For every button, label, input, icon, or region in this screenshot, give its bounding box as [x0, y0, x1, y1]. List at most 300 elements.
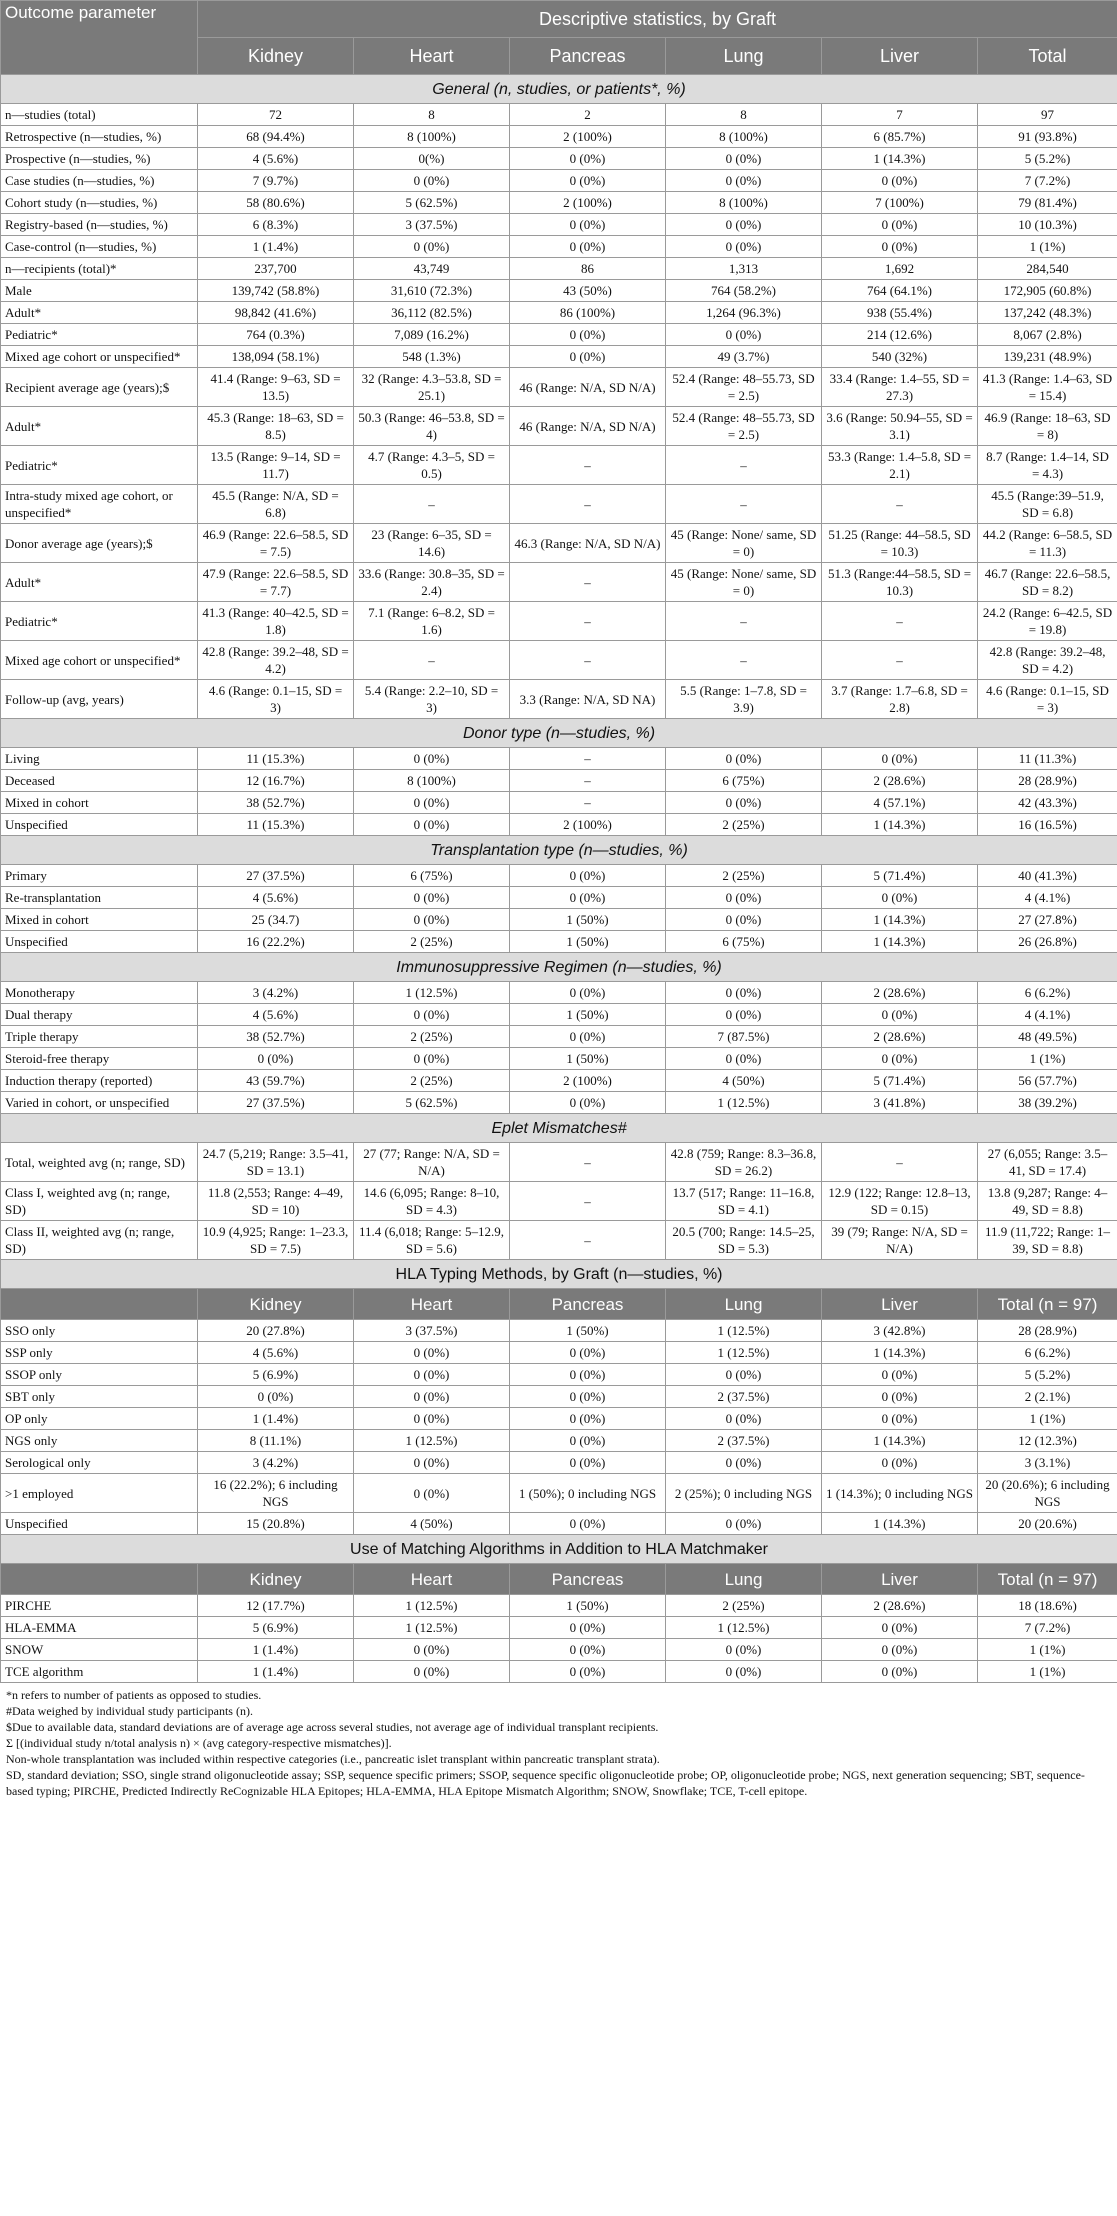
table-cell: 1 (1%) — [978, 1639, 1117, 1661]
section-column-header-row — [1, 1289, 1117, 1320]
table-cell: 33.6 (Range: 30.8–35, SD = 2.4) — [354, 563, 510, 602]
table-body — [1, 75, 1117, 1683]
table-row — [1, 602, 1117, 641]
table-cell: 0 (0%) — [666, 1639, 822, 1661]
table-cell: 4 (4.1%) — [978, 887, 1117, 909]
table-cell: 8 — [666, 104, 822, 126]
table-cell: 2 (100%) — [510, 1070, 666, 1092]
table-cell: 0 (0%) — [666, 214, 822, 236]
table-cell: 5 (5.2%) — [978, 1364, 1117, 1386]
table-cell: 0 (0%) — [354, 170, 510, 192]
table-row — [1, 1639, 1117, 1661]
section-column-header: Liver — [822, 1289, 978, 1320]
table-cell: 0 (0%) — [354, 1639, 510, 1661]
row-label: Serological only — [1, 1452, 198, 1474]
row-label: Unspecified — [1, 931, 198, 953]
table-cell: 1 (1%) — [978, 1048, 1117, 1070]
table-cell: 18 (18.6%) — [978, 1595, 1117, 1617]
table-cell: 43,749 — [354, 258, 510, 280]
table-cell: 4 (50%) — [354, 1513, 510, 1535]
table-cell: 6 (85.7%) — [822, 126, 978, 148]
table-cell: – — [666, 485, 822, 524]
row-label: Case studies (n—studies, %) — [1, 170, 198, 192]
row-label: TCE algorithm — [1, 1661, 198, 1683]
table-row — [1, 104, 1117, 126]
table-cell: 8 (100%) — [666, 192, 822, 214]
row-label: Class II, weighted avg (n; range, SD) — [1, 1221, 198, 1260]
table-cell: 4 (5.6%) — [198, 887, 354, 909]
table-cell: 5 (62.5%) — [354, 192, 510, 214]
table-cell: – — [510, 748, 666, 770]
table-cell: 0(%) — [354, 148, 510, 170]
table-cell: 45.3 (Range: 18–63, SD = 8.5) — [198, 407, 354, 446]
table-cell: 0 (0%) — [666, 1364, 822, 1386]
row-label: SSOP only — [1, 1364, 198, 1386]
table-cell: 5 (6.9%) — [198, 1617, 354, 1639]
table-row — [1, 524, 1117, 563]
table-cell: 2 (37.5%) — [666, 1430, 822, 1452]
table-cell: 5 (71.4%) — [822, 865, 978, 887]
table-cell: 46 (Range: N/A, SD N/A) — [510, 407, 666, 446]
row-label: Retrospective (n—studies, %) — [1, 126, 198, 148]
table-cell: 0 (0%) — [666, 1048, 822, 1070]
column-header-liver: Liver — [822, 38, 978, 75]
table-row — [1, 446, 1117, 485]
row-label: SNOW — [1, 1639, 198, 1661]
table-cell: 1 (14.3%) — [822, 931, 978, 953]
row-label: Pediatric* — [1, 602, 198, 641]
table-cell: 0 (0%) — [822, 1661, 978, 1683]
table-cell: 0 (0%) — [822, 887, 978, 909]
table-cell: 764 (58.2%) — [666, 280, 822, 302]
table-cell: 1 (50%); 0 including NGS — [510, 1474, 666, 1513]
table-cell: 13.5 (Range: 9–14, SD = 11.7) — [198, 446, 354, 485]
section-column-header: Lung — [666, 1564, 822, 1595]
table-cell: 2 (25%) — [354, 1026, 510, 1048]
table-cell: 938 (55.4%) — [822, 302, 978, 324]
table-cell: 45.5 (Range: N/A, SD = 6.8) — [198, 485, 354, 524]
table-cell: 0 (0%) — [822, 1617, 978, 1639]
table-cell: 0 (0%) — [510, 1617, 666, 1639]
table-cell: 0 (0%) — [354, 1452, 510, 1474]
table-cell: 0 (0%) — [666, 1408, 822, 1430]
table-cell: 1 (1.4%) — [198, 1408, 354, 1430]
table-row — [1, 814, 1117, 836]
table-cell: 0 (0%) — [354, 1342, 510, 1364]
table-cell: 4 (4.1%) — [978, 1004, 1117, 1026]
table-cell: 0 (0%) — [666, 982, 822, 1004]
table-cell: – — [822, 641, 978, 680]
table-cell: 0 (0%) — [510, 1430, 666, 1452]
row-label: Mixed in cohort — [1, 792, 198, 814]
table-cell: 0 (0%) — [354, 236, 510, 258]
table-cell: 5 (5.2%) — [978, 148, 1117, 170]
table-cell: 3 (4.2%) — [198, 982, 354, 1004]
table-cell: 46.9 (Range: 18–63, SD = 8) — [978, 407, 1117, 446]
table-cell: 14.6 (6,095; Range: 8–10, SD = 4.3) — [354, 1182, 510, 1221]
table-cell: 0 (0%) — [354, 909, 510, 931]
section-column-header: Kidney — [198, 1564, 354, 1595]
table-cell: 548 (1.3%) — [354, 346, 510, 368]
table-cell: 2 (28.6%) — [822, 1595, 978, 1617]
table-cell: 42.8 (Range: 39.2–48, SD = 4.2) — [198, 641, 354, 680]
table-cell: 2 (25%) — [666, 1595, 822, 1617]
table-cell: 0 (0%) — [510, 324, 666, 346]
table-cell: 0 (0%) — [198, 1386, 354, 1408]
section-column-header: Kidney — [198, 1289, 354, 1320]
table-cell: – — [822, 485, 978, 524]
table-cell: 6 (75%) — [354, 865, 510, 887]
section-header — [1, 1260, 1117, 1289]
table-cell: 1 (12.5%) — [354, 982, 510, 1004]
section-header — [1, 1535, 1117, 1564]
row-label: Case-control (n—studies, %) — [1, 236, 198, 258]
row-label: Dual therapy — [1, 1004, 198, 1026]
table-cell: 2 — [510, 104, 666, 126]
table-row — [1, 126, 1117, 148]
table-cell: 1 (50%) — [510, 1595, 666, 1617]
table-cell: 0 (0%) — [822, 1048, 978, 1070]
table-cell: 0 (0%) — [354, 1474, 510, 1513]
table-cell: 3 (37.5%) — [354, 1320, 510, 1342]
section-title: Use of Matching Algorithms in Addition to HLA Matchmaker — [1, 1535, 1117, 1564]
table-cell: 0 (0%) — [510, 214, 666, 236]
table-cell: 38 (52.7%) — [198, 792, 354, 814]
table-cell: 1 (14.3%) — [822, 814, 978, 836]
table-cell: 24.7 (5,219; Range: 3.5–41, SD = 13.1) — [198, 1143, 354, 1182]
table-cell: 2 (37.5%) — [666, 1386, 822, 1408]
table-row — [1, 258, 1117, 280]
table-cell: 56 (57.7%) — [978, 1070, 1117, 1092]
table-cell: 6 (8.3%) — [198, 214, 354, 236]
table-cell: 0 (0%) — [510, 887, 666, 909]
row-label: Triple therapy — [1, 1026, 198, 1048]
table-cell: 51.25 (Range: 44–58.5, SD = 10.3) — [822, 524, 978, 563]
table-cell: 7 (100%) — [822, 192, 978, 214]
table-cell: 20 (27.8%) — [198, 1320, 354, 1342]
section-column-header: Pancreas — [510, 1289, 666, 1320]
table-cell: 0 (0%) — [822, 1004, 978, 1026]
section-title: Immunosuppressive Regimen (n—studies, %) — [1, 953, 1117, 982]
section-title: Eplet Mismatches# — [1, 1114, 1117, 1143]
table-cell: 3 (37.5%) — [354, 214, 510, 236]
table-cell: 4.7 (Range: 4.3–5, SD = 0.5) — [354, 446, 510, 485]
table-cell: 32 (Range: 4.3–53.8, SD = 25.1) — [354, 368, 510, 407]
table-cell: 45 (Range: None/ same, SD = 0) — [666, 524, 822, 563]
table-cell: 139,231 (48.9%) — [978, 346, 1117, 368]
table-row — [1, 1661, 1117, 1683]
table-cell: 1 (12.5%) — [666, 1617, 822, 1639]
table-cell: 1 (50%) — [510, 1320, 666, 1342]
table-row — [1, 407, 1117, 446]
table-cell: 13.8 (9,287; Range: 4–49, SD = 8.8) — [978, 1182, 1117, 1221]
table-cell: 0 (0%) — [822, 214, 978, 236]
table-cell: 4 (5.6%) — [198, 1342, 354, 1364]
table-cell: 4 (57.1%) — [822, 792, 978, 814]
row-label: Follow-up (avg, years) — [1, 680, 198, 719]
footnote: $Due to available data, standard deviations are of average age across several studies, not average age of individual transplant recipients. — [6, 1720, 659, 1734]
table-cell: 8.7 (Range: 1.4–14, SD = 4.3) — [978, 446, 1117, 485]
table-cell: 16 (16.5%) — [978, 814, 1117, 836]
row-label: Living — [1, 748, 198, 770]
table-row — [1, 1513, 1117, 1535]
table-cell: 16 (22.2%); 6 including NGS — [198, 1474, 354, 1513]
table-row — [1, 1617, 1117, 1639]
table-cell: 43 (59.7%) — [198, 1070, 354, 1092]
table-cell: 0 (0%) — [822, 1639, 978, 1661]
section-header — [1, 836, 1117, 865]
table-cell: 41.3 (Range: 40–42.5, SD = 1.8) — [198, 602, 354, 641]
table-cell: 86 — [510, 258, 666, 280]
row-label: Steroid-free therapy — [1, 1048, 198, 1070]
table-cell: 0 (0%) — [354, 887, 510, 909]
section-title: HLA Typing Methods, by Graft (n—studies, %) — [1, 1260, 1117, 1289]
table-cell: 98,842 (41.6%) — [198, 302, 354, 324]
table-row — [1, 346, 1117, 368]
table-cell: 7 (87.5%) — [666, 1026, 822, 1048]
row-label: SBT only — [1, 1386, 198, 1408]
row-label: Pediatric* — [1, 324, 198, 346]
footnote: #Data weighed by individual study participants (n). — [6, 1704, 253, 1718]
row-label: Monotherapy — [1, 982, 198, 1004]
table-cell: 0 (0%) — [354, 792, 510, 814]
table-cell: 8 (11.1%) — [198, 1430, 354, 1452]
table-cell: 214 (12.6%) — [822, 324, 978, 346]
table-cell: – — [822, 602, 978, 641]
row-label: HLA-EMMA — [1, 1617, 198, 1639]
table-cell: 0 (0%) — [666, 1004, 822, 1026]
table-cell: – — [510, 1221, 666, 1260]
table-row — [1, 1048, 1117, 1070]
table-cell: 1 (12.5%) — [666, 1092, 822, 1114]
table-cell: 72 — [198, 104, 354, 126]
table-cell: 11 (15.3%) — [198, 748, 354, 770]
row-label: Unspecified — [1, 1513, 198, 1535]
table-cell: – — [510, 563, 666, 602]
column-header-heart: Heart — [354, 38, 510, 75]
table-cell: 0 (0%) — [666, 909, 822, 931]
row-label: PIRCHE — [1, 1595, 198, 1617]
table-row — [1, 214, 1117, 236]
table-cell: 3 (41.8%) — [822, 1092, 978, 1114]
table-cell: 1 (12.5%) — [666, 1320, 822, 1342]
table-cell: 6 (75%) — [666, 931, 822, 953]
table-cell: 42.8 (Range: 39.2–48, SD = 4.2) — [978, 641, 1117, 680]
row-label: Mixed age cohort or unspecified* — [1, 346, 198, 368]
table-cell: 0 (0%) — [354, 1004, 510, 1026]
table-cell: 540 (32%) — [822, 346, 978, 368]
table-cell: 52.4 (Range: 48–55.73, SD = 2.5) — [666, 368, 822, 407]
table-cell: 5.5 (Range: 1–7.8, SD = 3.9) — [666, 680, 822, 719]
table-cell: 45.5 (Range:39–51.9, SD = 6.8) — [978, 485, 1117, 524]
table-cell: 41.3 (Range: 1.4–63, SD = 15.4) — [978, 368, 1117, 407]
table-cell: 8 — [354, 104, 510, 126]
table-cell: 0 (0%) — [354, 1364, 510, 1386]
table-cell: – — [510, 1143, 666, 1182]
table-cell: 237,700 — [198, 258, 354, 280]
table-cell: 0 (0%) — [510, 1661, 666, 1683]
table-cell: 2 (28.6%) — [822, 1026, 978, 1048]
table-cell: 137,242 (48.3%) — [978, 302, 1117, 324]
table-cell: 5 (6.9%) — [198, 1364, 354, 1386]
table-cell: 1 (12.5%) — [354, 1430, 510, 1452]
table-cell: 7 (7.2%) — [978, 170, 1117, 192]
table-cell: 1 (14.3%) — [822, 1342, 978, 1364]
table-cell: 0 (0%) — [354, 1661, 510, 1683]
table-cell: 0 (0%) — [666, 1452, 822, 1474]
table-cell: 8 (100%) — [666, 126, 822, 148]
table-cell: 11 (15.3%) — [198, 814, 354, 836]
table-cell: 0 (0%) — [510, 170, 666, 192]
table-cell: 36,112 (82.5%) — [354, 302, 510, 324]
table-cell: 33.4 (Range: 1.4–55, SD = 27.3) — [822, 368, 978, 407]
table-cell: 2 (25%) — [666, 814, 822, 836]
table-cell: 44.2 (Range: 6–58.5, SD = 11.3) — [978, 524, 1117, 563]
table-row — [1, 792, 1117, 814]
table-cell: 41.4 (Range: 9–63, SD = 13.5) — [198, 368, 354, 407]
table-cell: 20.5 (700; Range: 14.5–25, SD = 5.3) — [666, 1221, 822, 1260]
table-cell: 0 (0%) — [666, 748, 822, 770]
table-cell: – — [666, 446, 822, 485]
section-column-header: Total (n = 97) — [978, 1564, 1117, 1595]
table-cell: 53.3 (Range: 1.4–5.8, SD = 2.1) — [822, 446, 978, 485]
section-column-header-blank — [1, 1289, 198, 1320]
table-cell: 10.9 (4,925; Range: 1–23.3, SD = 7.5) — [198, 1221, 354, 1260]
table-row — [1, 680, 1117, 719]
table-row — [1, 324, 1117, 346]
section-column-header-blank — [1, 1564, 198, 1595]
table-cell: 4 (5.6%) — [198, 148, 354, 170]
table-cell: 11.8 (2,553; Range: 4–49, SD = 10) — [198, 1182, 354, 1221]
table-row — [1, 192, 1117, 214]
table-cell: 13.7 (517; Range: 11–16.8, SD = 4.1) — [666, 1182, 822, 1221]
table-cell: 12.9 (122; Range: 12.8–13, SD = 0.15) — [822, 1182, 978, 1221]
row-label: Induction therapy (reported) — [1, 1070, 198, 1092]
table-cell: 1 (12.5%) — [354, 1617, 510, 1639]
row-label: Cohort study (n—studies, %) — [1, 192, 198, 214]
table-cell: 49 (3.7%) — [666, 346, 822, 368]
table-row — [1, 236, 1117, 258]
row-label: Recipient average age (years);$ — [1, 368, 198, 407]
row-label: Deceased — [1, 770, 198, 792]
table-cell: 46.7 (Range: 22.6–58.5, SD = 8.2) — [978, 563, 1117, 602]
table-row — [1, 1408, 1117, 1430]
table-cell: 40 (41.3%) — [978, 865, 1117, 887]
table-cell: – — [510, 770, 666, 792]
row-label: n—recipients (total)* — [1, 258, 198, 280]
table-cell: 12 (17.7%) — [198, 1595, 354, 1617]
table-row — [1, 1320, 1117, 1342]
table-cell: 39 (79; Range: N/A, SD = N/A) — [822, 1221, 978, 1260]
table-cell: 0 (0%) — [510, 1342, 666, 1364]
table-cell: 52.4 (Range: 48–55.73, SD = 2.5) — [666, 407, 822, 446]
table-cell: 5 (71.4%) — [822, 1070, 978, 1092]
table-row — [1, 931, 1117, 953]
table-cell: 8 (100%) — [354, 770, 510, 792]
table-cell: 3.7 (Range: 1.7–6.8, SD = 2.8) — [822, 680, 978, 719]
section-column-header: Liver — [822, 1564, 978, 1595]
table-cell: 0 (0%) — [666, 1661, 822, 1683]
row-label: Adult* — [1, 407, 198, 446]
table-cell: 0 (0%) — [510, 865, 666, 887]
table-cell: 7 — [822, 104, 978, 126]
table-cell: 1 (14.3%) — [822, 909, 978, 931]
table-cell: 7,089 (16.2%) — [354, 324, 510, 346]
table-cell: – — [510, 792, 666, 814]
table-cell: 2 (25%); 0 including NGS — [666, 1474, 822, 1513]
section-title: Transplantation type (n—studies, %) — [1, 836, 1117, 865]
section-header — [1, 1114, 1117, 1143]
footnote: *n refers to number of patients as opposed to studies. — [6, 1688, 262, 1702]
table-cell: 0 (0%) — [666, 792, 822, 814]
table-row — [1, 1364, 1117, 1386]
table-cell: 31,610 (72.3%) — [354, 280, 510, 302]
table-cell: 2 (100%) — [510, 814, 666, 836]
row-label: Prospective (n—studies, %) — [1, 148, 198, 170]
table-cell: 1 (14.3%); 0 including NGS — [822, 1474, 978, 1513]
table-cell: 4.6 (Range: 0.1–15, SD = 3) — [198, 680, 354, 719]
table-cell: 11.4 (6,018; Range: 5–12.9, SD = 5.6) — [354, 1221, 510, 1260]
row-label: Varied in cohort, or unspecified — [1, 1092, 198, 1114]
table-cell: 0 (0%) — [510, 1639, 666, 1661]
table-cell: 42.8 (759; Range: 8.3–36.8, SD = 26.2) — [666, 1143, 822, 1182]
table-cell: – — [510, 446, 666, 485]
table-cell: 10 (10.3%) — [978, 214, 1117, 236]
table-cell: 1 (14.3%) — [822, 148, 978, 170]
table-cell: 1 (1.4%) — [198, 1639, 354, 1661]
table-cell: 27 (6,055; Range: 3.5–41, SD = 17.4) — [978, 1143, 1117, 1182]
table-cell: 27 (37.5%) — [198, 865, 354, 887]
column-header-lung: Lung — [666, 38, 822, 75]
table-cell: 2 (28.6%) — [822, 770, 978, 792]
table-cell: 1 (50%) — [510, 1004, 666, 1026]
table-cell: 42 (43.3%) — [978, 792, 1117, 814]
table-row — [1, 1430, 1117, 1452]
table-cell: 3 (3.1%) — [978, 1452, 1117, 1474]
table-header — [1, 1, 1117, 75]
table-row — [1, 1474, 1117, 1513]
row-label: Mixed in cohort — [1, 909, 198, 931]
table-cell: 1 (14.3%) — [822, 1430, 978, 1452]
row-label: Pediatric* — [1, 446, 198, 485]
table-cell: 0 (0%) — [822, 1364, 978, 1386]
table-cell: 1 (50%) — [510, 1048, 666, 1070]
table-cell: 7.1 (Range: 6–8.2, SD = 1.6) — [354, 602, 510, 641]
table-cell: 0 (0%) — [666, 148, 822, 170]
table-cell: 38 (52.7%) — [198, 1026, 354, 1048]
table-cell: 23 (Range: 6–35, SD = 14.6) — [354, 524, 510, 563]
table-cell: 7 (7.2%) — [978, 1617, 1117, 1639]
table-cell: 4 (5.6%) — [198, 1004, 354, 1026]
row-label: Adult* — [1, 302, 198, 324]
table-cell: 0 (0%) — [510, 982, 666, 1004]
table-row — [1, 1143, 1117, 1182]
table-cell: 0 (0%) — [822, 1386, 978, 1408]
table-cell: 24.2 (Range: 6–42.5, SD = 19.8) — [978, 602, 1117, 641]
table-cell: 1 (14.3%) — [822, 1513, 978, 1535]
table-cell: 38 (39.2%) — [978, 1092, 1117, 1114]
table-row — [1, 485, 1117, 524]
table-cell: 91 (93.8%) — [978, 126, 1117, 148]
column-header-total: Total — [978, 38, 1117, 75]
table-cell: 0 (0%) — [510, 1513, 666, 1535]
table-cell: 0 (0%) — [354, 1408, 510, 1430]
footnote: Σ [(individual study n/total analysis n) × (avg category-respective mismatches)]. — [6, 1736, 392, 1750]
row-label: >1 employed — [1, 1474, 198, 1513]
row-label: Registry-based (n—studies, %) — [1, 214, 198, 236]
table-cell: 20 (20.6%) — [978, 1513, 1117, 1535]
table-cell: – — [354, 485, 510, 524]
